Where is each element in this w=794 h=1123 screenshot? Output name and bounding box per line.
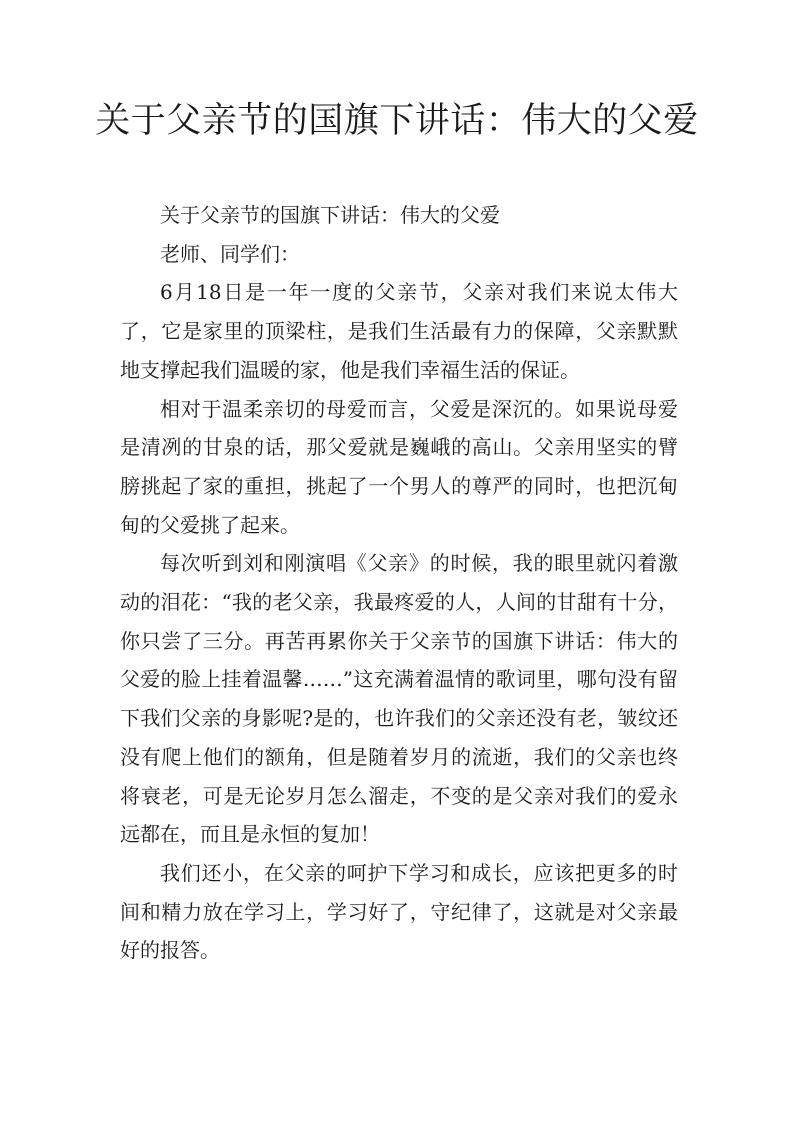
paragraph: 相对于温柔亲切的母爱而言，父爱是深沉的。如果说母爱是清冽的甘泉的话，那父爱就是巍峨的高山。父亲用坚实的臂膀挑起了家的重担，挑起了一个男人的尊严的同时，也把沉甸甸的父爱挑了起来。 <box>120 396 678 537</box>
paragraph: 每次听到刘和刚演唱《父亲》的时候，我的眼里就闪着激动的泪花：“我的老父亲，我最疼爱的人，人间的甘甜有十分，你只尝了三分。再苦再累你关于父亲节的国旗下讲话：伟大的父爱的脸上挂着温馨……”这充满着温情的歌词里，哪句没有留下我们父亲的身影呢?是的，也许我们的父亲还没有老，皱纹还没有爬上他们的额角，但是随着岁月的流逝，我们的父亲也终将衰老，可是无论岁月怎么溜走，不变的是父亲对我们的爱永远都在，而且是永恒的复加！ <box>120 551 678 847</box>
paragraph-salutation: 老师、同学们： <box>160 241 300 266</box>
paragraph-heading: 关于父亲节的国旗下讲话：伟大的父爱 <box>160 203 500 227</box>
paragraph: 我们还小，在父亲的呵护下学习和成长，应该把更多的时间和精力放在学习上，学习好了，守纪律了，这就是对父亲最好的报答。 <box>120 860 678 963</box>
paragraph: 6月18日是一年一度的父亲节，父亲对我们来说太伟大了，它是家里的顶梁柱，是我们生活最有力的保障，父亲默默地支撑起我们温暖的家，他是我们幸福生活的保证。 <box>120 280 678 382</box>
document-title: 关于父亲节的国旗下讲话：伟大的父爱 <box>95 101 699 141</box>
document-body <box>120 196 678 970</box>
